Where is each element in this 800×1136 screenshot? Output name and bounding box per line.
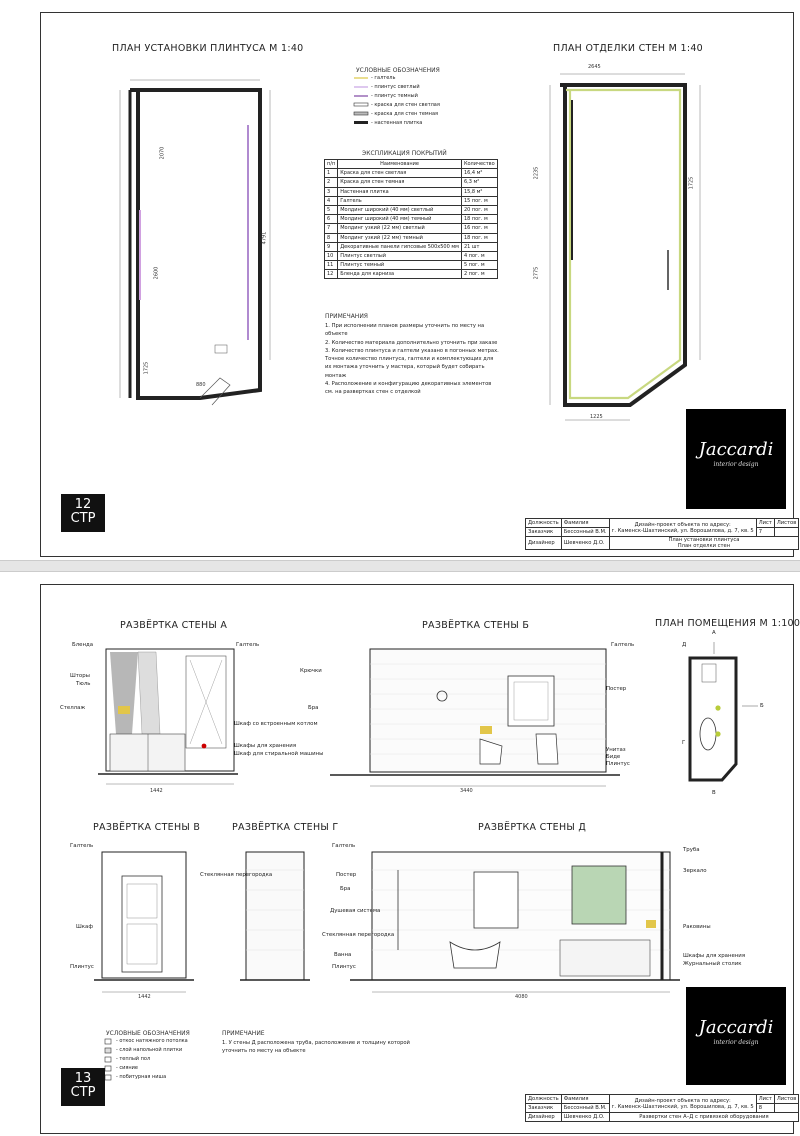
explication-row	[325, 196, 498, 205]
explication-cell: 9	[325, 242, 338, 251]
legend2-item-5: - побитурная ниша	[116, 1074, 167, 1080]
stamp-name-1: Фамилия	[561, 1095, 609, 1104]
room-plan-title: ПЛАН ПОМЕЩЕНИЯ М 1:100	[655, 618, 800, 629]
wall-a-label-boiler-cabinet: Шкаф со встроенным котлом	[234, 721, 318, 727]
stamp-name-3: Шевченко Д.О.	[561, 537, 609, 550]
legend-title: УСЛОВНЫЕ ОБОЗНАЧЕНИЯ	[356, 67, 440, 74]
page-number: 12	[74, 497, 92, 512]
explication-cell: 15,8 м²	[461, 187, 497, 196]
wall-b-label-plinth: Плинтус	[606, 761, 630, 767]
dim-left-1: 2070	[159, 146, 166, 160]
explication-cell: Молдинг узкий (22 мм) светлый	[338, 224, 462, 233]
stamp-name-1: Фамилия	[561, 519, 609, 528]
dim-right-top: 2645	[588, 64, 601, 70]
explication-cell: 16 пог. м	[461, 224, 497, 233]
stamp-sheets-no	[774, 1104, 798, 1113]
stamp-role-3: Дизайнер	[526, 1113, 562, 1122]
explication-row	[325, 224, 498, 233]
legend-item-3: - плинтус темный	[371, 93, 418, 99]
legend-item-5: - краска для стен темная	[371, 111, 439, 117]
explication-cell: 4 пог. м	[461, 251, 497, 260]
wall-a-label-blenda: Бленда	[72, 642, 94, 648]
legend-item-6: - настенная плитка	[371, 120, 423, 126]
stamp-role-2: Заказчик	[526, 1104, 562, 1113]
stamp-sheets-label: Листов	[774, 1095, 798, 1104]
explication-cell: Настенная плитка	[338, 187, 462, 196]
explication-row	[325, 169, 498, 178]
wall-v-title: РАЗВЁРТКА СТЕНЫ В	[93, 822, 201, 833]
stamp-address: г. Каменск-Шахтинский, ул. Ворошилова, д. 7, кв. 5	[611, 527, 754, 534]
stamp-title-2: План отделки стен	[677, 543, 731, 549]
wall-a-label-storage: Шкафы для хранения	[234, 743, 297, 749]
wall-b-label-hooks: Крючки	[300, 668, 322, 674]
wall-b-label-poster: Постер	[606, 686, 627, 692]
wall-d-label-poster: Постер	[336, 872, 357, 878]
explication-row	[325, 251, 498, 260]
explication-row	[325, 270, 498, 279]
page-number: 13	[74, 1071, 92, 1086]
explication-cell: Молдинг широкий (40 мм) темный	[338, 215, 462, 224]
wall-v-label-plinth: Плинтус	[70, 964, 94, 970]
stamp-name-3: Шевченко Д.О.	[561, 1113, 609, 1122]
legend2-item-2: - слой напольной плитки	[116, 1047, 183, 1053]
explication-cell: Краска для стен темная	[338, 178, 462, 187]
explication-row	[325, 215, 498, 224]
stamp-sheet-label: Лист	[756, 519, 774, 528]
title-block	[525, 518, 799, 550]
stamp-name-2: Бессонный В.М.	[561, 528, 609, 537]
wall-v-drawing	[94, 840, 194, 1000]
dim-right-2: 2775	[533, 266, 540, 280]
stamp-sheet-title	[609, 537, 799, 550]
stamp-title-1: План установки плинтуса	[668, 537, 740, 543]
wall-a-label-curtains: Шторы	[70, 673, 90, 679]
explication-cell: 6,3 м²	[461, 178, 497, 187]
dim-right-1: 2235	[533, 166, 540, 180]
title-block	[525, 1094, 799, 1122]
explication-cell: 2	[325, 178, 338, 187]
wall-b-label-sconce: Бра	[308, 705, 319, 711]
explication-cell: Декоративные панели гипсовые 500х500 мм	[338, 242, 462, 251]
logo-name: Jaccardi	[698, 1017, 774, 1038]
page-label: СТР	[70, 511, 96, 526]
explication-cell: 20 пог. м	[461, 205, 497, 214]
wall-a-label-shelf: Стеллаж	[60, 705, 86, 711]
wall-g-label-glass	[200, 872, 272, 878]
explication-cell: 1	[325, 169, 338, 178]
plan-walls-title: ПЛАН ОТДЕЛКИ СТЕН М 1:40	[553, 43, 704, 54]
logo-subtitle: interior design	[713, 461, 759, 468]
walls-plan-drawing	[530, 60, 740, 430]
explication-cell: Галтель	[338, 196, 462, 205]
explication-cell: 3	[325, 187, 338, 196]
wall-v-label-cornice: Галтель	[70, 843, 94, 849]
note-2: 2. Количество материала дополнительно уточнить при заказе	[325, 339, 498, 346]
logo-subtitle: interior design	[713, 1039, 759, 1046]
wall-d-label-pipe: Труба	[683, 847, 700, 853]
plan-letter-v: В	[712, 790, 716, 796]
page-label: СТР	[70, 1085, 96, 1100]
wall-a-label-washer-cabinet: Шкаф для стиральной машины	[234, 751, 324, 757]
explication-row	[325, 187, 498, 196]
explication-header-cell: Количество	[461, 160, 497, 169]
wall-v-width: 1442	[138, 994, 151, 1000]
page-number-badge	[61, 1068, 105, 1106]
dim-left-4: 1725	[143, 361, 150, 375]
wall-b-label-cornice: Галтель	[611, 642, 635, 648]
dim-left-5: 880	[196, 382, 206, 388]
logo-name: Jaccardi	[698, 439, 774, 460]
wall-g-glass-text: Стеклянная перегородка	[200, 872, 273, 878]
wall-d-label-bath: Ванна	[334, 952, 352, 958]
explication-cell: 15 пог. м	[461, 196, 497, 205]
plan-letter-g: Г	[682, 740, 686, 746]
stamp-sheet-title: Развертки стен А–Д с привязкой оборудования	[609, 1113, 799, 1122]
plan-letter-d: Д	[682, 642, 687, 648]
legend-swatches	[352, 74, 372, 134]
stamp-role-1: Должность	[526, 519, 562, 528]
explication-row	[325, 242, 498, 251]
page-number-badge	[61, 494, 105, 532]
explication-cell: 18 пог. м	[461, 233, 497, 242]
wall-d-label-mirror: Зеркало	[683, 868, 707, 874]
stamp-project	[609, 1095, 756, 1113]
plinth-plan-drawing	[100, 60, 300, 420]
wall-b-label-bidet: Биде	[606, 754, 621, 760]
stamp-sheets-no	[774, 528, 798, 537]
notes2-item: 1. У стены Д расположена труба, расположение и толщину которой уточнить по месту на объекте	[222, 1040, 410, 1055]
explication-cell: 16,4 м²	[461, 169, 497, 178]
wall-d-label-sinks: Раковины	[683, 924, 711, 930]
wall-b-label-toilet: Унитаз	[606, 747, 626, 753]
explication-cell: Молдинг узкий (22 мм) темный	[338, 233, 462, 242]
wall-d-label-table: Журнальный столик	[683, 961, 742, 967]
stamp-name-2: Бессонный В.М.	[561, 1104, 609, 1113]
wall-d-label-cornice: Галтель	[332, 843, 356, 849]
jaccardi-logo	[686, 409, 786, 509]
explication-header-row	[325, 160, 498, 169]
note-1: 1. При исполнении планов размеры уточнить по месту на объекте	[325, 323, 485, 338]
legend-item-4: - краска для стен светлая	[371, 102, 440, 108]
wall-a-label-cornice: Галтель	[236, 642, 260, 648]
explication-cell: 11	[325, 261, 338, 270]
stamp-sheet-no: 7	[756, 528, 774, 537]
wall-g-drawing	[240, 840, 310, 1000]
wall-d-label-sconce: Бра	[340, 886, 351, 892]
wall-b-width: 3440	[460, 788, 473, 794]
explication-header-cell: п/п	[325, 160, 338, 169]
notes-title: ПРИМЕЧАНИЯ	[325, 313, 368, 320]
explication-cell: 8	[325, 233, 338, 242]
explication-cell: 10	[325, 251, 338, 260]
explication-row	[325, 205, 498, 214]
plan-plinth-title: ПЛАН УСТАНОВКИ ПЛИНТУСА М 1:40	[112, 43, 304, 54]
sheet-12	[0, 0, 800, 560]
stamp-role-1: Должность	[526, 1095, 562, 1104]
dim-left-2: 2600	[153, 266, 160, 280]
explication-row	[325, 178, 498, 187]
explication-cell: 7	[325, 224, 338, 233]
explication-cell: 4	[325, 196, 338, 205]
dim-right-3: 1725	[688, 176, 695, 190]
sheet-13	[0, 572, 800, 1136]
wall-a-title: РАЗВЁРТКА СТЕНЫ А	[120, 620, 228, 631]
plan-letter-b: Б	[760, 703, 764, 709]
legend2-item-4: - сияние	[116, 1065, 138, 1071]
wall-v-label-cabinet: Шкаф	[76, 924, 93, 930]
explication-cell: Плинтус светлый	[338, 251, 462, 260]
stamp-project	[609, 519, 756, 537]
explication-cell: 5	[325, 205, 338, 214]
legend2-swatches	[104, 1038, 114, 1088]
wall-d-label-storage: Шкафы для хранения	[683, 953, 746, 959]
explication-table	[324, 159, 498, 279]
legend2-item-1: - откос натяжного потолка	[116, 1038, 188, 1044]
dim-left-3: 4791	[261, 231, 268, 245]
wall-d-label-plinth: Плинтус	[332, 964, 356, 970]
wall-d-label-glass: Стеклянная перегородка	[322, 932, 395, 938]
wall-d-width: 4080	[515, 994, 528, 1000]
explication-cell: 12	[325, 270, 338, 279]
room-plan-drawing	[672, 634, 782, 794]
explication-cell: 21 шт	[461, 242, 497, 251]
stamp-address: г. Каменск-Шахтинский, ул. Ворошилова, д. 7, кв. 5	[611, 1103, 754, 1110]
explication-row	[325, 261, 498, 270]
dim-right-bottom: 1225	[590, 414, 603, 420]
plan-letter-a: А	[712, 630, 716, 636]
jaccardi-logo	[686, 987, 786, 1085]
explication-cell: Молдинг широкий (40 мм) светлый	[338, 205, 462, 214]
explication-cell: 18 пог. м	[461, 215, 497, 224]
explication-cell: Плинтус темный	[338, 261, 462, 270]
legend2-title: УСЛОВНЫЕ ОБОЗНАЧЕНИЯ	[106, 1030, 190, 1037]
stamp-sheet-label: Лист	[756, 1095, 774, 1104]
explication-cell: 6	[325, 215, 338, 224]
notes-list	[325, 322, 500, 397]
explication-header-cell: Наименование	[338, 160, 462, 169]
legend2-item-3: - теплый пол	[116, 1056, 151, 1062]
wall-d-drawing	[350, 840, 680, 1000]
wall-d-title: РАЗВЁРТКА СТЕНЫ Д	[478, 822, 587, 833]
wall-b-title: РАЗВЁРТКА СТЕНЫ Б	[422, 620, 530, 631]
explication-row	[325, 233, 498, 242]
wall-d-label-shower: Душевая система	[330, 908, 381, 914]
explication-title: ЭКСПЛИКАЦИЯ ПОКРЫТИЙ	[362, 150, 447, 157]
wall-g-title: РАЗВЁРТКА СТЕНЫ Г	[232, 822, 339, 833]
legend-item-2: - плинтус светлый	[371, 84, 420, 90]
explication-cell: Краска для стен светлая	[338, 169, 462, 178]
wall-a-drawing	[98, 634, 238, 794]
note-3: 3. Количество плинтуса и галтели указано в погонных метрах. Точное количество плинтуса, галтели и комплектующих для их монтажа уточнить у мастера, который будет собирать монтаж	[325, 347, 499, 379]
stamp-sheets-label: Листов	[774, 519, 798, 528]
wall-a-label-tulle: Тюль	[76, 681, 91, 687]
stamp-sheet-no: 8	[756, 1104, 774, 1113]
note-4: 4. Расположение и конфигурацию декоративных элементов см. на развертках стен с отделкой	[325, 381, 492, 396]
wall-a-width: 1442	[150, 788, 163, 794]
explication-cell: 2 пог. м	[461, 270, 497, 279]
stamp-project-text: Дизайн-проект объекта по адресу:	[634, 1097, 731, 1104]
explication-cell: 5 пог. м	[461, 261, 497, 270]
stamp-role-2: Заказчик	[526, 528, 562, 537]
legend-item-1: - галтель	[371, 75, 396, 81]
stamp-role-3: Дизайнер	[526, 537, 562, 550]
wall-b-drawing	[330, 634, 620, 794]
notes2-title: ПРИМЕЧАНИЕ	[222, 1030, 265, 1037]
stamp-project-text: Дизайн-проект объекта по адресу:	[634, 521, 731, 528]
explication-cell: Бленда для карниза	[338, 270, 462, 279]
